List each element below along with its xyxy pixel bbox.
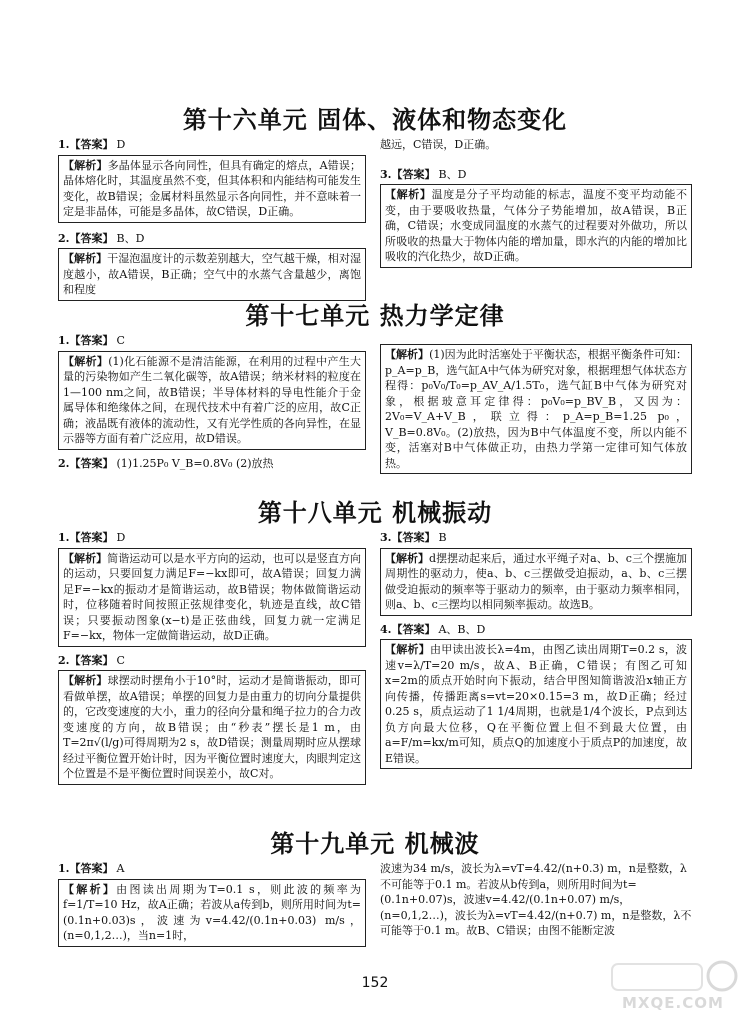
answer-line: 1.【答案】 A [58,862,125,875]
analysis-box: 【解析】由甲读出波长λ=4m，由图乙读出周期T=0.2 s，波速v=λ/T=20 m/s，故A、B正确，C错误；有图乙可知x=2m的质点开始时向下振动，结合甲图知简谐波沿x轴正方向传播，传播距离s=vt=20×0.15=3 m，故D正确；经过0.25 s，质点运动了1 1/4周期，也就是1/4个波长，P点到达负方向最大位移，Q在平衡位置上但不到最大位置，由a=F/m=kx/m可知，质点Q的加速度小于质点P的加速度，故E错误。 [380,639,692,769]
answer-line: 2.【答案】 (1)1.25P₀ V_B=0.8V₀ (2)放热 [58,456,274,470]
answer-line: 3.【答案】 B、D [380,167,467,181]
continuation-text: 波速为34 m/s，波长为λ=vT=4.42/(n+0.3) m，n是整数，λ不可能等于0.1 m。若波从b传到a，则所用时间为t=(0.1n+0.07)s，波速v=4.42/(0.1n+0.07) m/s，(n=0,1,2…)，波长为λ=vT=4.42/(n+0.7) m，n是整数，λ不可能等于0.1 m。故B、C错误；由图不能断定波 [380,862,692,937]
answer-line: 3.【答案】 B [380,531,447,544]
u17-item-1 [58,333,366,450]
unit-17-title: 第十七单元 热力学定律 [245,302,505,330]
analysis-box: 【解析】d摆摆动起来后，通过水平绳子对a、b、c三个摆施加周期性的驱动力，使a、b、c三摆做受迫振动，a、b、c三摆做受迫振动的频率等于驱动力的频率，由于驱动力频率相同，则a、b、c三摆均以相同频率振动。故选B。 [380,548,692,616]
answer-line: 1.【答案】 D [58,138,126,151]
answer-line: 2.【答案】 C [58,653,125,667]
u19-item-1 [58,861,366,947]
unit-17-left-column [58,333,366,474]
analysis-box: 【解析】简谐运动可以是水平方向的运动，也可以是竖直方向的运动，只要回复力满足F=−kx即可，故A错误；回复力满足F=−kx的振动才是简谐运动，故B错误；物体做简谐运动时，位移随着时间按照正弦规律变化，轨迹是直线，故C错误；只要振动图象(x−t)是正弦曲线，回复力就一定满足F=−kx，物体一定做简谐运动，故D正确。 [58,548,366,647]
page-number: 152 [361,975,389,991]
u18-item-3 [380,530,692,616]
analysis-box: 【解析】球摆动时摆角小于10°时，运动才是简谐振动，即可看做单摆，故A错误；单摆的回复力是由重力的切向分量提供的，它改变速度的大小，重力的径向分量和绳子拉力的合力改变速度的方向，故B错误；由“秒表”摆长是1 m，由T=2π√(l/g)可得周期为2 s，故D错误；测量周期时应从摆球经过平衡位置开始计时，因为平衡位置时速度大，肉眼判定这个位置是不是平衡位置时间误差小，故C对。 [58,670,366,785]
unit-18-right-column [380,530,692,772]
unit-18-left-column [58,530,366,788]
unit-18-title: 第十八单元 机械振动 [257,499,493,527]
u18-item-4 [380,622,692,770]
analysis-box: 【解析】多晶体显示各向同性，但具有确定的熔点，A错误；晶体熔化时，其温度虽然不变，但其体积和内能结构可能发生变化，故B错误；金属材料虽然显示各向同性，并不意味着一定是非晶体，可能是多晶体，故C错误，D正确。 [58,155,366,223]
analysis-box: 【解析】(1)因为此时活塞处于平衡状态，根据平衡条件可知：p_A=p_B，选气缸A中气体为研究对象，根据理想气体状态方程得：p₀V₀/T₀=p_AV_A/1.5T₀，选气缸B中气体为研究对象，根据玻意耳定律得：p₀V₀=p_BV_B，又因为：2V₀=V_A+V_B，联立得：p_A=p_B=1.25 p₀，V_B=0.8V₀。(2)放热，因为B中气体温度不变，所以内能不变，活塞对B中气体做正功，由热力学第一定律可知气体放热。 [380,344,692,474]
u16-item-1 [58,137,366,223]
watermark-text: MXQE.COM [622,994,724,1012]
unit-16-left-column [58,137,366,304]
analysis-box: 【解析】干湿泡温度计的示数差别越大，空气越干燥，相对湿度越小，故A错误，B正确；空气中的水蒸气含量越少，离饱和程度 [58,248,366,301]
analysis-box: 【解析】由图读出周期为T=0.1 s，则此波的频率为f=1/T=10 Hz，故A正确；若波从a传到b，则所用时间为t=(0.1n+0.03)s，波速为v=4.42/(0.1n+0.03) m/s，(n=0,1,2…)，当n=1时， [58,879,366,947]
answer-line: 2.【答案】 B、D [58,231,145,245]
unit-16-title: 第十六单元 固体、液体和物态变化 [182,106,568,134]
u16-item-2 [58,231,366,301]
watermark-logo [600,958,740,1018]
unit-19-right-column [380,861,692,939]
unit-19-title: 第十九单元 机械波 [270,830,480,858]
unit-17-right-column [380,342,692,474]
answer-line: 1.【答案】 D [58,531,126,544]
unit-16-right-column [380,137,692,271]
answer-line: 4.【答案】 A、B、D [380,622,486,636]
analysis-box: 【解析】(1)化石能源不是清洁能源，在利用的过程中产生大量的污染物如产生二氧化碳等，故A错误；纳米材料的粒度在1—100 nm之间，故B错误；半导体材料的导电性能介于金属导体和绝缘体之间，在现代技术中有着广泛的应用，故C正确；液晶既有液体的流动性，又有光学性质的各向异性，在显示器等方面有着广泛应用，故D错误。 [58,351,366,450]
u18-item-2 [58,653,366,785]
u17-item-2 [58,456,366,472]
u16-item-3 [380,167,692,268]
answer-line: 1.【答案】 C [58,334,125,347]
continuation-text: 越远，C错误，D正确。 [380,138,497,151]
u18-item-1 [58,530,366,647]
unit-19-left-column [58,861,366,950]
analysis-box: 【解析】温度是分子平均动能的标志，温度不变平均动能不变，由于要吸收热量，气体分子势能增加，故A错误，B正确，C错误；水变成同温度的水蒸气的过程要对外做功，所以所吸收的热量大于物体内能的增加量，即水汽的内能的增加比吸收的汽化热少，故D正确。 [380,184,692,268]
